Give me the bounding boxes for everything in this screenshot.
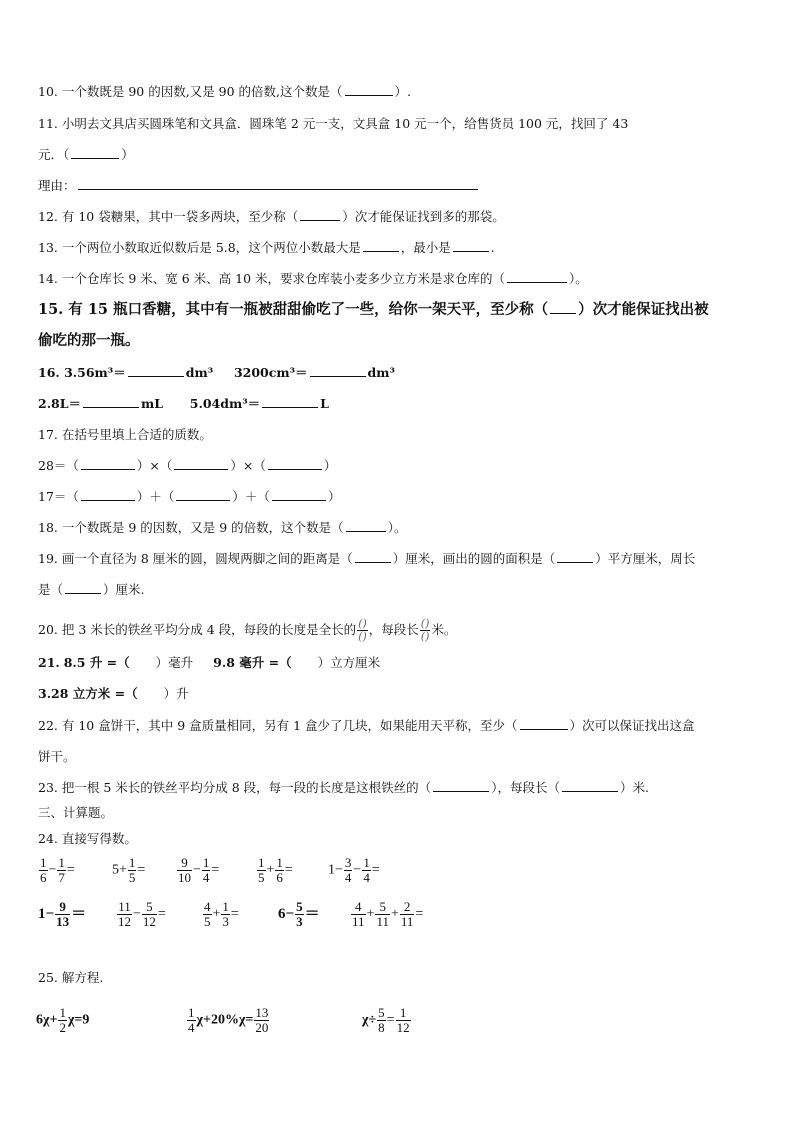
unit: ）毫升: [155, 655, 194, 670]
op: +: [390, 906, 399, 922]
question-17-row1: [38, 458, 336, 474]
unit: dm³: [185, 365, 214, 380]
calc-item: [328, 856, 380, 885]
answer-blank[interactable]: [520, 718, 568, 730]
expr-end: ）: [323, 458, 337, 473]
frac-den: (): [420, 630, 430, 643]
q-text: 画一个直径为 8 厘米的圆，圆规两脚之间的距离是（: [61, 551, 353, 566]
frac-den: 20: [255, 1020, 269, 1035]
conv-b: 3200cm³＝: [233, 365, 308, 380]
question-22-line2: [38, 749, 76, 765]
op: +: [212, 906, 221, 922]
question-19: [38, 551, 695, 567]
unit: mL: [141, 396, 164, 411]
q-text-end: ）。: [387, 520, 407, 535]
unit: L: [320, 396, 329, 411]
fraction-blank[interactable]: [357, 618, 368, 643]
calc-item: [350, 900, 423, 929]
answer-blank[interactable]: [71, 147, 119, 159]
q-number: 11.: [38, 116, 58, 131]
lead: 5+: [112, 862, 127, 878]
answer-blank[interactable]: [272, 489, 326, 501]
q-text: 直接写得数。: [61, 831, 137, 846]
lead: 6χ+: [36, 1012, 58, 1028]
question-11-line2: [38, 147, 134, 163]
frac-num: 5: [378, 1005, 385, 1020]
q-text: 饼干。: [38, 749, 76, 764]
op: +: [266, 862, 275, 878]
conv-a: 8.5 升 =（: [63, 655, 130, 670]
answer-blank[interactable]: [262, 396, 318, 408]
q-number: 18.: [38, 520, 58, 535]
calc-item: [38, 900, 86, 929]
q-number: 21.: [38, 655, 60, 670]
frac-den: 4: [188, 1020, 195, 1035]
q-text: 一个数既是 90 的因数,又是 90 的倍数,这个数是（: [61, 84, 343, 99]
question-24: [38, 831, 137, 847]
frac-num: 3: [344, 855, 352, 870]
q-text: 一个仓库长 9 米、宽 6 米、高 10 米，要求仓库装小麦多少立方米是求仓库的（: [61, 271, 506, 286]
equals: ＝: [304, 905, 320, 922]
question-25: [38, 970, 103, 986]
q-text: 小明去文具店买圆珠笔和文具盒．圆珠笔 2 元一支，文具盒 10 元一个，给售货员 100 元，找回了 43: [61, 116, 629, 131]
question-16-line2: [38, 396, 329, 412]
plus-op: ）＋（: [136, 489, 175, 504]
frac-den: 10: [178, 870, 191, 885]
plus-op: ）＋（: [232, 489, 270, 504]
frac-num: 1: [222, 899, 229, 914]
frac-den: 11: [400, 914, 414, 929]
frac-num: 1: [40, 855, 47, 870]
q-number: 24.: [38, 831, 58, 846]
equation-1: [36, 1006, 89, 1035]
q-text: 一个数既是 9 的因数，又是 9 的倍数，这个数是（: [61, 520, 344, 535]
answer-blank[interactable]: [176, 489, 230, 501]
frac-den: 5: [204, 914, 211, 929]
q-number: 19.: [38, 551, 58, 566]
lead: χ÷: [362, 1012, 377, 1028]
frac-den: 12: [396, 1020, 410, 1035]
q-text-end: ）次才能保证找到多的那袋。: [342, 209, 505, 224]
answer-blank-min[interactable]: [453, 240, 489, 252]
equals: =: [66, 862, 75, 878]
q-text-end: ）米.: [619, 780, 649, 795]
q-number: 14.: [38, 271, 58, 286]
q-number: 17.: [38, 427, 58, 442]
answer-blank[interactable]: [507, 271, 567, 283]
op: −: [193, 862, 201, 878]
answer-blank[interactable]: [550, 302, 576, 314]
q-text: 有 10 盒饼干，其中 9 盒质量相同，另有 1 盒少了几块，如果能用天平称，至少（: [61, 718, 518, 733]
frac-den: 6: [40, 870, 47, 885]
equation-2: [186, 1006, 270, 1035]
answer-blank[interactable]: [174, 458, 228, 470]
equals: =: [137, 862, 146, 878]
question-16: [38, 365, 395, 381]
question-18: [38, 520, 406, 536]
frac-num: (): [358, 617, 367, 630]
answer-blank[interactable]: [310, 365, 366, 377]
frac-num: 1: [128, 855, 136, 870]
question-15: [38, 301, 709, 319]
frac-den: 11: [352, 914, 365, 929]
frac-den: 13: [56, 914, 70, 929]
q-number: 22.: [38, 718, 58, 733]
answer-blank[interactable]: [346, 520, 386, 532]
lead: 6−: [278, 905, 295, 922]
frac-num: 1: [396, 1006, 411, 1021]
q-text: 有 15 瓶口香糖，其中有一瓶被甜甜偷吃了一些，给你一架天平，至少称（: [68, 301, 549, 318]
conv-b: 9.8 毫升 =（: [213, 655, 292, 670]
section-heading: 三、计算题。: [38, 805, 114, 820]
conv-a: 3.56m³＝: [64, 365, 126, 380]
q-text-end: ）.: [394, 84, 412, 99]
frac-den: 3: [296, 914, 303, 929]
question-13: [38, 240, 495, 256]
answer-blank[interactable]: [65, 582, 101, 594]
unit: ）立方厘米: [317, 655, 381, 670]
question-17-row2: [38, 489, 340, 505]
q-number: 12.: [38, 209, 58, 224]
q-text: 是（: [38, 582, 64, 597]
equals: =: [386, 1012, 395, 1028]
q-text-mid: ，最小是: [400, 240, 451, 255]
frac-den: 3: [222, 914, 229, 929]
question-15-line2: [38, 332, 140, 350]
question-22: [38, 718, 695, 734]
calc-item: [116, 900, 166, 929]
q-text-mid: ），每段长（: [491, 780, 560, 795]
answer-blank[interactable]: [345, 84, 393, 96]
frac-num: 9: [55, 900, 70, 915]
frac-den: 12: [142, 914, 156, 929]
frac-num: 4: [204, 899, 211, 914]
question-23: [38, 780, 649, 796]
frac-den: 11: [376, 914, 389, 929]
q-number: 15.: [38, 301, 64, 318]
equation-3: [362, 1006, 412, 1035]
question-19-line2: [38, 582, 145, 598]
op: −: [48, 862, 57, 878]
q-text: 在括号里填上合适的质数。: [61, 427, 212, 442]
frac-num: 1: [258, 855, 265, 870]
frac-num: 5: [375, 900, 390, 915]
frac-num: 1: [363, 855, 370, 870]
q-text: 一个两位小数取近似数后是 5.8，这个两位小数最大是: [61, 240, 361, 255]
expr-start: 28＝（: [38, 458, 79, 473]
frac-num: 13: [255, 1005, 269, 1020]
equals: =: [230, 906, 239, 922]
q-text-end: .: [490, 240, 495, 255]
op: +: [366, 906, 375, 922]
frac-den: 7: [58, 870, 65, 885]
calc-item: [278, 900, 320, 929]
equals: =: [284, 862, 293, 878]
q-number: 16.: [38, 365, 60, 380]
fraction-blank[interactable]: [420, 618, 431, 643]
times-op: ）×（: [136, 458, 173, 473]
q-number: 23.: [38, 780, 58, 795]
q-text-end: 米。: [431, 622, 457, 637]
answer-blank[interactable]: [128, 365, 184, 377]
q-number: 25.: [38, 970, 58, 985]
answer-blank-max[interactable]: [363, 240, 399, 252]
q-text-mid: ，每段长: [368, 622, 419, 637]
op: −: [353, 862, 362, 878]
question-17: [38, 427, 212, 443]
expr-end: ）: [327, 489, 341, 504]
frac-num: 1: [59, 1005, 66, 1020]
q-number: 13.: [38, 240, 58, 255]
frac-den: 4: [363, 870, 370, 885]
expr-start: 17＝（: [38, 489, 79, 504]
question-20: [38, 616, 456, 644]
answer-blank[interactable]: [300, 209, 340, 221]
lead: 1−: [328, 862, 343, 878]
frac-num: 1: [276, 855, 283, 870]
tail: χ=9: [67, 1012, 90, 1028]
equals: ＝: [71, 905, 87, 922]
frac-den: 6: [276, 870, 283, 885]
equals: =: [157, 906, 166, 922]
frac-den: 5: [258, 870, 265, 885]
q-text-end: ）: [121, 147, 134, 162]
calc-item: [38, 856, 75, 885]
frac-num: 4: [351, 900, 366, 915]
unit: dm³: [367, 365, 395, 380]
frac-den: 8: [378, 1020, 385, 1035]
q-text: 把一根 5 米长的铁丝平均分成 8 段，每一段的长度是这根铁丝的（: [61, 780, 432, 795]
calc-item: [202, 900, 239, 929]
middle: χ+20%χ=: [196, 1012, 254, 1028]
q-text-mid: ）厘米，画出的圆的面积是（: [392, 551, 556, 566]
answer-blank[interactable]: [557, 551, 593, 563]
equals: =: [211, 862, 220, 878]
reason-blank[interactable]: [78, 178, 478, 190]
q-number: 10.: [38, 84, 58, 99]
frac-num: 1: [188, 1005, 195, 1020]
lead: 1−: [38, 905, 55, 922]
equals: =: [415, 906, 424, 922]
answer-blank[interactable]: [268, 458, 322, 470]
conv-c: 3.28 立方米 =（: [38, 686, 138, 701]
reason-label: 理由：: [38, 178, 76, 193]
frac-den: 2: [59, 1020, 66, 1035]
q-text-end: ）厘米.: [103, 582, 145, 597]
frac-num: 5: [142, 900, 157, 915]
frac-den: 4: [344, 870, 352, 885]
calc-item: [176, 856, 219, 885]
q-text-end: ）次可以保证找出这盒: [569, 718, 695, 733]
answer-blank[interactable]: [355, 551, 391, 563]
q-text-end: ）。: [569, 271, 588, 286]
answer-blank[interactable]: [83, 396, 139, 408]
conv-d: 5.04dm³＝: [189, 396, 261, 411]
question-11-reason: [38, 178, 480, 194]
answer-blank[interactable]: [562, 780, 618, 792]
q-text-mid: ）平方厘米，周长: [595, 551, 696, 566]
frac-den: 4: [202, 870, 210, 885]
answer-blank[interactable]: [81, 458, 135, 470]
frac-num: 5: [296, 899, 303, 914]
answer-blank[interactable]: [433, 780, 489, 792]
frac-num: 1: [58, 855, 65, 870]
frac-den: 5: [128, 870, 136, 885]
calc-item: [112, 856, 145, 885]
frac-num: 1: [202, 855, 210, 870]
q-text: 有 10 袋糖果，其中一袋多两块，至少称（: [61, 209, 299, 224]
q-number: 20.: [38, 622, 58, 637]
question-21-line2: [38, 686, 189, 702]
frac-num: (): [420, 617, 430, 630]
q-text: 解方程.: [61, 970, 104, 985]
q-text-end: ）次才能保证找出被: [578, 301, 709, 318]
question-11: [38, 116, 628, 132]
op: −: [133, 906, 141, 922]
q-text: 元．（: [38, 147, 70, 162]
answer-blank[interactable]: [81, 489, 135, 501]
q-text: 偷吃的那一瓶。: [38, 332, 140, 349]
q-text: 把 3 米长的铁丝平均分成 4 段，每段的长度是全长的: [61, 622, 357, 637]
times-op: ）×（: [230, 458, 266, 473]
question-12: [38, 209, 505, 225]
unit: ）升: [163, 686, 189, 701]
equals: =: [371, 862, 380, 878]
question-10: [38, 84, 411, 100]
calc-item: [256, 856, 293, 885]
question-14: [38, 271, 588, 287]
frac-num: 9: [177, 856, 192, 871]
frac-den: (): [358, 630, 367, 643]
conv-c: 2.8L＝: [38, 396, 82, 411]
frac-num: 2: [400, 900, 415, 915]
frac-num: 11: [118, 899, 131, 914]
question-21: [38, 655, 380, 671]
frac-den: 12: [118, 914, 131, 929]
